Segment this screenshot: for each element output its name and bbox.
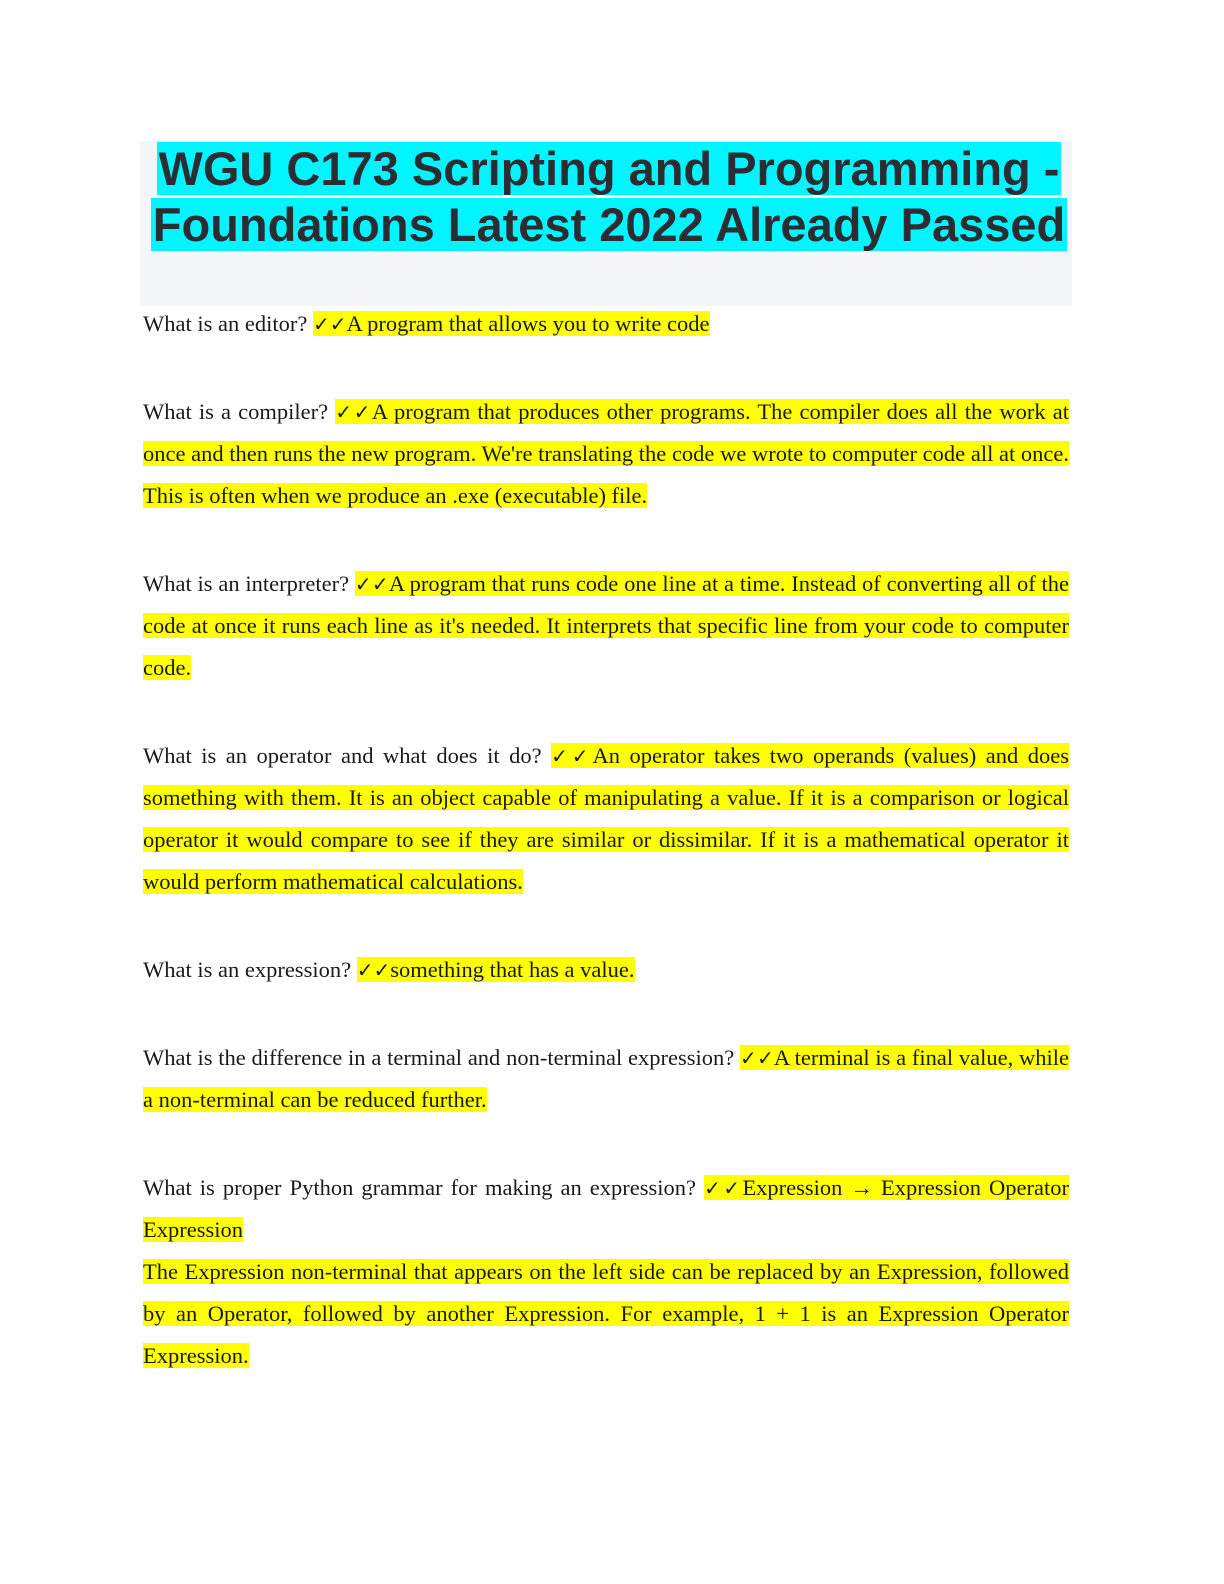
check-marks-icon: ✓✓ [551, 744, 593, 768]
answer-text: something that has a value. [390, 957, 635, 982]
qa-item [143, 1037, 1069, 1121]
question-text: What is the difference in a terminal and non-terminal expression? [143, 1045, 741, 1070]
qa-item [143, 303, 1069, 345]
question-text: What is an operator and what does it do? [143, 743, 552, 768]
check-marks-icon: ✓✓ [356, 958, 391, 982]
answer-text: An operator takes two operands (values) and does something with them. It is an object capable of manipulating a value. If it is a comparison or logical operator it would compare to see if they are similar or dissimilar. If it is a mathematical operator it would perform mathematical calculations. [143, 743, 1069, 894]
answer-text: A program that allows you to write code [346, 311, 710, 336]
qa-item [143, 735, 1069, 903]
document-title [140, 141, 1072, 253]
answer-text: A program that produces other programs. The compiler does all the work at once and then runs the new program. We're translating the code we wrote to computer code all at once. This is often when we produce an .exe (executable) file. [143, 399, 1069, 508]
check-marks-icon: ✓✓ [704, 1176, 743, 1200]
check-marks-icon: ✓✓ [312, 312, 347, 336]
qa-list [143, 303, 1069, 1377]
question-text: What is an editor? [143, 311, 313, 336]
answer-highlight [357, 957, 635, 982]
qa-item [143, 563, 1069, 689]
check-marks-icon: ✓✓ [740, 1046, 774, 1070]
question-text: What is a compiler? [143, 399, 336, 424]
title-block [140, 141, 1072, 306]
check-marks-icon: ✓✓ [335, 400, 372, 424]
title-line-1: WGU C173 Scripting and Programming - [158, 142, 1060, 195]
question-text: What is an expression? [143, 957, 357, 982]
answer-text: A terminal is a final value, while a non-terminal can be reduced further. [143, 1045, 1070, 1112]
question-text: What is an interpreter? [143, 571, 355, 596]
answer-highlight [313, 311, 710, 336]
qa-item [143, 1167, 1069, 1251]
qa-item [143, 391, 1069, 517]
answer-continuation [143, 1251, 1069, 1377]
answer-text: Expression → Expression Operator Expression [143, 1175, 1070, 1242]
title-line-2: Foundations Latest 2022 Already Passed [152, 198, 1066, 251]
question-text: What is proper Python grammar for making an expression? [143, 1175, 705, 1200]
continuation-highlight: The Expression non-terminal that appears on the left side can be replaced by an Expression, followed by an Operator, followed by another Expression. For example, 1 + 1 is an Expression Operator Expression. [143, 1259, 1069, 1368]
answer-text: A program that runs code one line at a time. Instead of converting all of the code at once it runs each line as it's needed. It interprets that specific line from your code to computer code. [143, 571, 1069, 680]
check-marks-icon: ✓✓ [354, 572, 389, 596]
qa-item [143, 949, 1069, 991]
